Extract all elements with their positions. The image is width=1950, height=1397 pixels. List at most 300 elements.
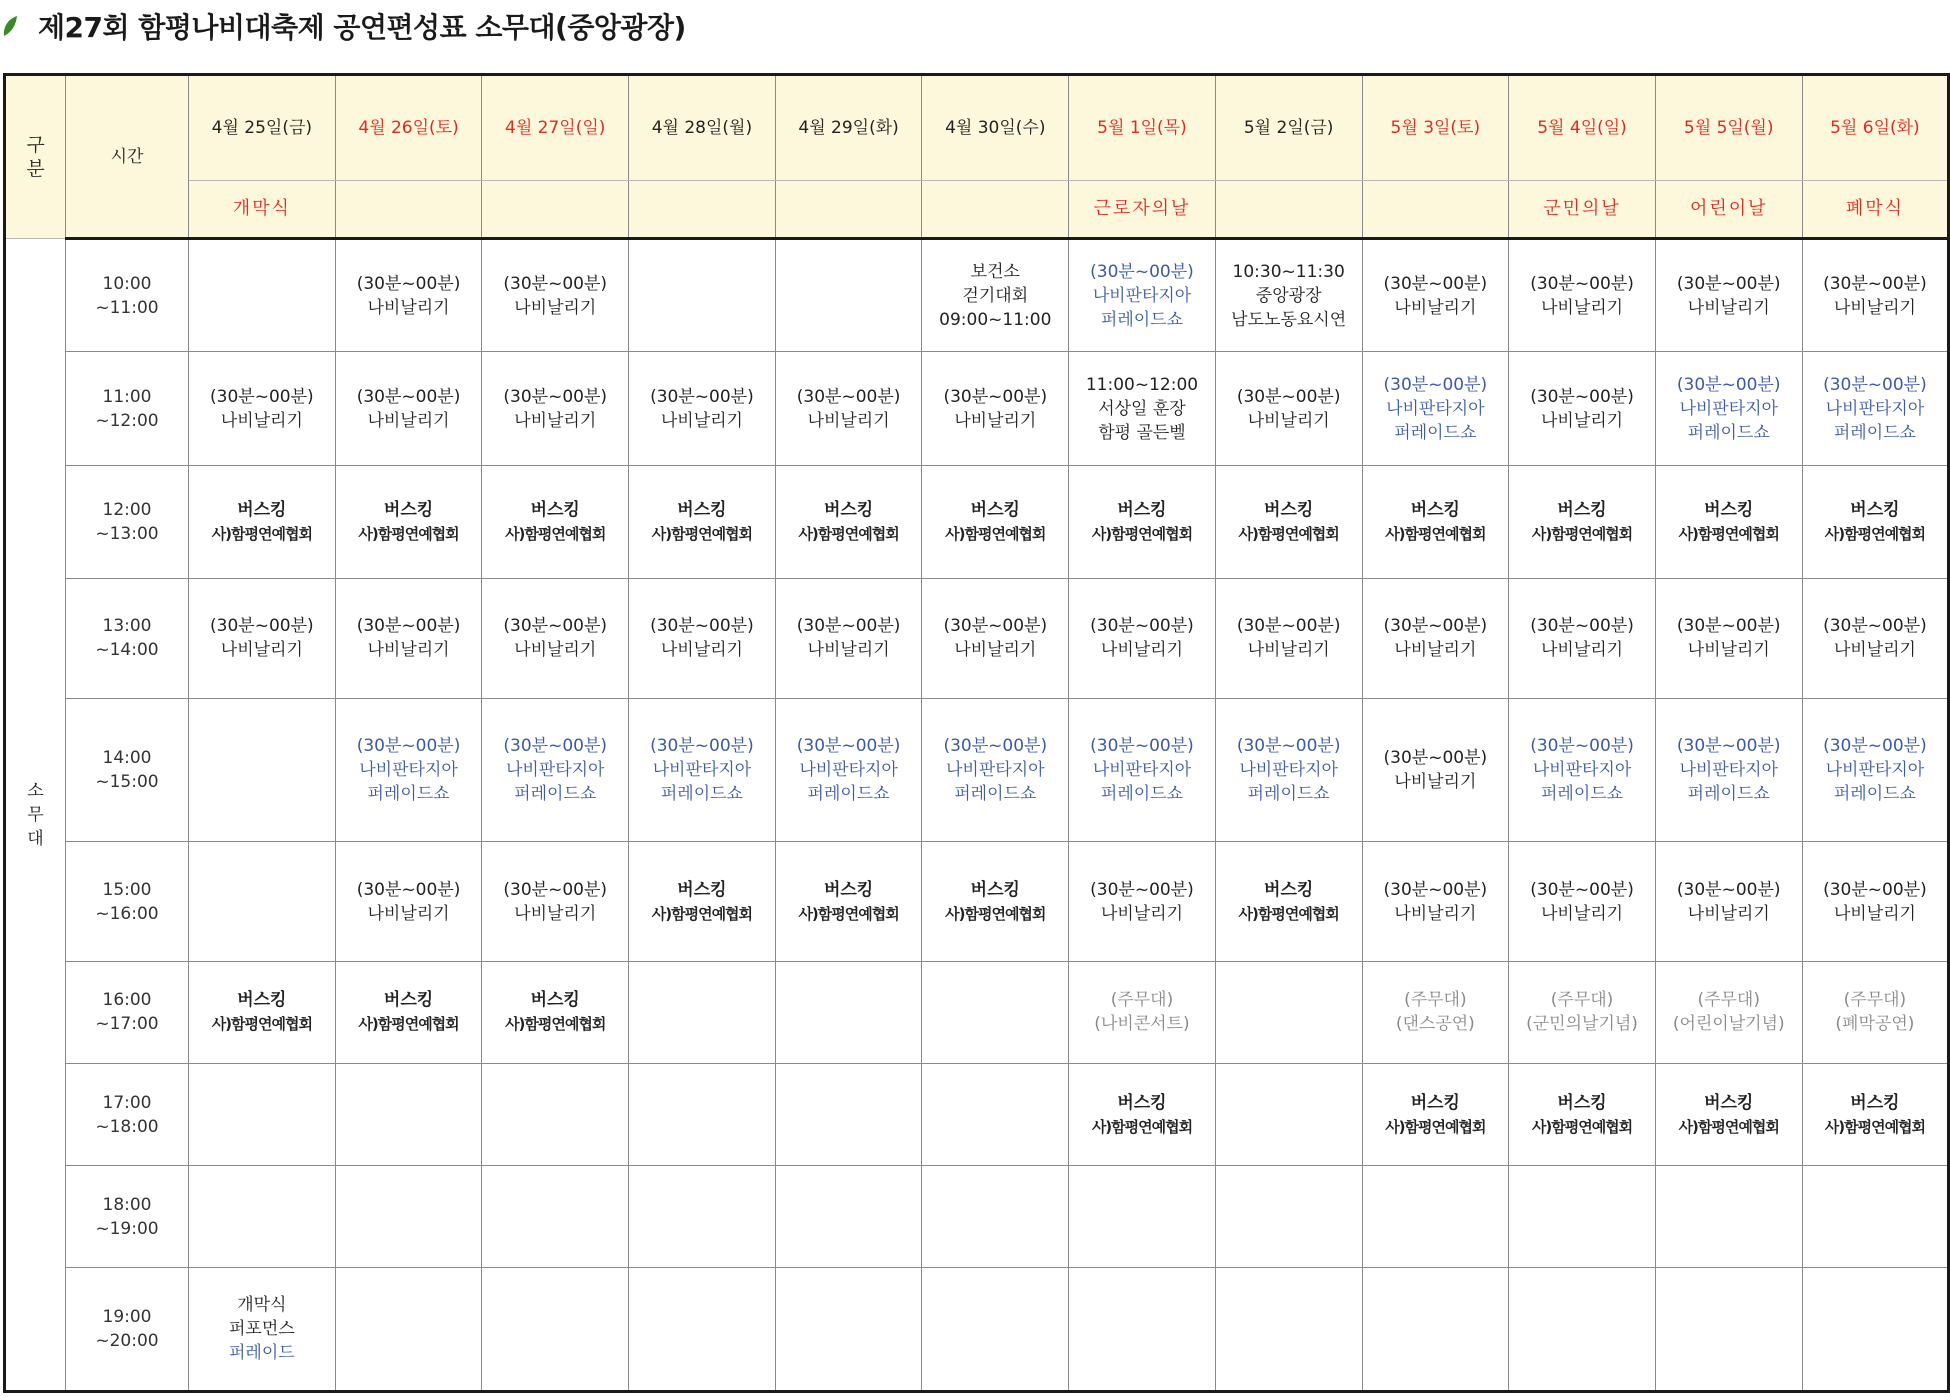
schedule-cell xyxy=(482,465,629,578)
time-end: ~14:00 xyxy=(95,640,159,661)
empty-cell xyxy=(189,1166,336,1268)
program-text: 나비판타지아 xyxy=(359,759,458,780)
stage-label: 소무대 xyxy=(27,780,44,849)
schedule-cell xyxy=(189,352,336,465)
empty-cell xyxy=(629,1063,776,1165)
program-text: (나비콘서트) xyxy=(1094,1014,1190,1035)
program-text: (30분~00분) xyxy=(1236,616,1341,637)
schedule-cell xyxy=(1802,352,1949,465)
program-text: 사)함평연예협회 xyxy=(358,1015,459,1034)
program-text: 나비판타지아 xyxy=(1825,398,1925,419)
time-end: ~16:00 xyxy=(95,903,159,924)
program-text: (30분~00분) xyxy=(1823,735,1927,756)
time-header xyxy=(66,75,189,239)
time-start: 17:00 xyxy=(102,1092,152,1113)
program-text: 나비날리기 xyxy=(514,640,597,661)
day-event: 군민의날 xyxy=(1509,181,1656,239)
date-header: 5월 4일(일) xyxy=(1509,75,1656,181)
program-text: 나비판타지아 xyxy=(505,759,605,780)
day-event: 근로자의날 xyxy=(1069,181,1216,239)
program-text: (30분~00분) xyxy=(1090,261,1194,282)
schedule-cell xyxy=(1655,961,1802,1063)
time-end: ~20:00 xyxy=(95,1331,159,1352)
table-row xyxy=(5,1063,1949,1165)
program-text: (30분~00분) xyxy=(796,735,901,756)
time-start: 11:00 xyxy=(102,386,152,407)
schedule-cell xyxy=(1802,579,1949,698)
empty-cell xyxy=(189,842,336,961)
empty-cell xyxy=(775,1268,922,1392)
program-text: 버스킹 xyxy=(1850,499,1900,520)
program-text: 나비날리기 xyxy=(367,903,450,924)
empty-cell xyxy=(189,239,336,352)
program-text: 버스킹 xyxy=(1410,1092,1460,1113)
program-text: 나비판타지아 xyxy=(1092,759,1192,780)
program-text: 나비날리기 xyxy=(514,903,597,924)
time-start: 16:00 xyxy=(102,990,152,1011)
program-text: 사)함평연예협회 xyxy=(798,524,899,543)
time-end: ~15:00 xyxy=(95,771,159,792)
schedule-cell xyxy=(1509,579,1656,698)
day-event xyxy=(775,181,922,239)
day-event: 폐막식 xyxy=(1802,181,1949,239)
program-text: (30분~00분) xyxy=(210,386,314,407)
empty-cell xyxy=(922,1268,1069,1392)
schedule-cell xyxy=(1509,961,1656,1063)
program-text: 사)함평연예협회 xyxy=(651,524,753,543)
program-text: 퍼레이드쇼 xyxy=(660,783,743,804)
program-text: 퍼레이드쇼 xyxy=(1100,783,1184,804)
time-start: 13:00 xyxy=(102,616,152,637)
day-event: 어린이날 xyxy=(1655,181,1802,239)
schedule-cell xyxy=(1362,842,1509,961)
program-text: (30분~00분) xyxy=(1383,273,1488,294)
schedule-cell xyxy=(1215,352,1362,465)
program-text: (30분~00분) xyxy=(503,879,608,900)
schedule-cell xyxy=(922,352,1069,465)
program-text: (30분~00분) xyxy=(1823,879,1927,900)
program-text: 퍼레이드쇼 xyxy=(1833,783,1916,804)
schedule-cell xyxy=(482,698,629,842)
schedule-cell xyxy=(1069,352,1216,465)
program-text: (30분~00분) xyxy=(1676,616,1781,637)
program-text: 사)함평연예협회 xyxy=(211,524,312,543)
time-start: 19:00 xyxy=(102,1307,152,1328)
schedule-cell xyxy=(1655,579,1802,698)
program-text: 버스킹 xyxy=(970,879,1020,900)
program-text: 나비판타지아 xyxy=(799,759,898,780)
program-text: (30분~00분) xyxy=(1823,616,1927,637)
empty-cell xyxy=(1215,1063,1362,1165)
program-text: 버스킹 xyxy=(1117,1092,1167,1113)
program-text: (30분~00분) xyxy=(1676,374,1781,395)
program-text: 나비판타지아 xyxy=(652,759,752,780)
program-text: 사)함평연예협회 xyxy=(945,904,1046,923)
program-text: 나비판타지아 xyxy=(1239,759,1338,780)
day-event xyxy=(335,181,482,239)
program-text: 사)함평연예협회 xyxy=(1385,524,1486,543)
program-text: (30분~00분) xyxy=(650,616,754,637)
empty-cell xyxy=(775,1063,922,1165)
program-text: 나비날리기 xyxy=(1833,640,1916,661)
time-slot xyxy=(66,465,189,578)
table-body xyxy=(5,239,1949,1392)
table-row xyxy=(5,961,1949,1063)
time-slot xyxy=(66,1268,189,1392)
date-header: 5월 2일(금) xyxy=(1215,75,1362,181)
program-text: 나비날리기 xyxy=(1100,640,1184,661)
program-text: 나비날리기 xyxy=(514,297,597,318)
date-header: 5월 5일(월) xyxy=(1655,75,1802,181)
schedule-cell xyxy=(1655,1063,1802,1165)
day-event: 개막식 xyxy=(189,181,336,239)
empty-cell xyxy=(1509,1166,1656,1268)
schedule-cell xyxy=(629,579,776,698)
empty-cell xyxy=(922,1166,1069,1268)
program-text: 퍼레이드쇼 xyxy=(367,783,450,804)
schedule-cell xyxy=(1069,465,1216,578)
program-text: 09:00~11:00 xyxy=(939,309,1052,330)
time-slot xyxy=(66,842,189,961)
program-text: 남도노동요시연 xyxy=(1231,309,1347,330)
empty-cell xyxy=(629,1268,776,1392)
empty-cell xyxy=(1802,1268,1949,1392)
schedule-cell xyxy=(629,698,776,842)
schedule-cell xyxy=(1655,352,1802,465)
schedule-cell xyxy=(1802,1063,1949,1165)
empty-cell xyxy=(335,1268,482,1392)
schedule-cell xyxy=(1215,465,1362,578)
program-text: 서상일 훈장 xyxy=(1098,398,1186,419)
program-text: 나비날리기 xyxy=(1100,903,1184,924)
program-text: (30분~00분) xyxy=(1383,879,1488,900)
schedule-cell xyxy=(922,239,1069,352)
program-text: (30분~00분) xyxy=(1090,616,1194,637)
program-text: (30분~00분) xyxy=(943,616,1048,637)
program-text: (30분~00분) xyxy=(796,616,901,637)
schedule-cell xyxy=(922,698,1069,842)
schedule-cell xyxy=(1069,842,1216,961)
header-row-events xyxy=(5,181,1949,239)
day-event xyxy=(629,181,776,239)
empty-cell xyxy=(1362,1268,1509,1392)
program-text: 나비날리기 xyxy=(367,640,450,661)
category-label: 구분 xyxy=(26,133,45,180)
time-slot xyxy=(66,239,189,352)
program-text: 퍼레이드쇼 xyxy=(807,783,890,804)
program-text: 나비날리기 xyxy=(1540,410,1624,431)
program-text: 버스킹 xyxy=(1704,499,1754,520)
program-text: (30분~00분) xyxy=(1236,735,1341,756)
empty-cell xyxy=(1655,1166,1802,1268)
empty-cell xyxy=(1802,1166,1949,1268)
program-text: (군민의날기념) xyxy=(1526,1014,1638,1035)
program-text: (30분~00분) xyxy=(356,735,461,756)
date-header: 4월 29일(화) xyxy=(775,75,922,181)
time-end: ~11:00 xyxy=(95,297,159,318)
empty-cell xyxy=(629,1166,776,1268)
program-text: 나비날리기 xyxy=(1540,640,1624,661)
empty-cell xyxy=(1215,961,1362,1063)
day-event xyxy=(922,181,1069,239)
program-text: 사)함평연예협회 xyxy=(945,524,1046,543)
empty-cell xyxy=(775,239,922,352)
stage-label-cell xyxy=(5,239,66,1392)
program-text: (주무대) xyxy=(1110,990,1174,1011)
program-text: 버스킹 xyxy=(1557,1092,1607,1113)
empty-cell xyxy=(1362,1166,1509,1268)
program-text: (30분~00분) xyxy=(356,273,461,294)
program-text: 나비판타지아 xyxy=(1532,759,1632,780)
program-text: 나비날리기 xyxy=(1394,640,1477,661)
program-text: 사)함평연예협회 xyxy=(1678,524,1779,543)
schedule-cell xyxy=(482,842,629,961)
program-text: (어린이날기념) xyxy=(1672,1014,1785,1035)
program-text: 나비날리기 xyxy=(220,640,303,661)
program-text: 걷기대회 xyxy=(962,285,1029,306)
schedule-cell xyxy=(1215,579,1362,698)
empty-cell xyxy=(922,961,1069,1063)
table-header xyxy=(5,75,1949,239)
schedule-cell xyxy=(189,961,336,1063)
schedule-cell xyxy=(775,352,922,465)
schedule-cell xyxy=(922,579,1069,698)
empty-cell xyxy=(189,1063,336,1165)
program-text: 버스킹 xyxy=(970,499,1020,520)
schedule-cell xyxy=(1069,579,1216,698)
program-text: 퍼레이드 xyxy=(228,1343,295,1364)
empty-cell xyxy=(1215,1268,1362,1392)
program-text: 나비날리기 xyxy=(1833,297,1916,318)
page-title: 제27회 함평나비대축제 공연편성표 소무대(중앙광장) xyxy=(38,11,686,44)
program-text: 함평 골든벨 xyxy=(1098,422,1186,443)
schedule-cell xyxy=(1802,698,1949,842)
schedule-cell xyxy=(1069,961,1216,1063)
date-header: 5월 3일(토) xyxy=(1362,75,1509,181)
program-text: (30분~00분) xyxy=(1676,273,1781,294)
program-text: 사)함평연예협회 xyxy=(1824,524,1926,543)
program-text: (30분~00분) xyxy=(1530,386,1634,407)
program-text: (30분~00분) xyxy=(1383,374,1488,395)
time-start: 15:00 xyxy=(102,879,152,900)
program-text: 사)함평연예협회 xyxy=(1531,524,1633,543)
program-text: 퍼레이드쇼 xyxy=(1394,422,1477,443)
program-text: 버스킹 xyxy=(1410,499,1460,520)
program-text: 나비날리기 xyxy=(1247,410,1330,431)
program-text: 나비날리기 xyxy=(954,410,1037,431)
program-text: (30분~00분) xyxy=(1530,879,1634,900)
program-text: 버스킹 xyxy=(823,499,874,520)
schedule-cell xyxy=(335,698,482,842)
schedule-cell xyxy=(1655,465,1802,578)
program-text: 버스킹 xyxy=(1264,499,1314,520)
time-start: 10:00 xyxy=(102,273,152,294)
program-text: 사)함평연예협회 xyxy=(1091,524,1193,543)
schedule-cell xyxy=(922,465,1069,578)
program-text: (30분~00분) xyxy=(356,879,461,900)
program-text: 사)함평연예협회 xyxy=(1385,1117,1486,1136)
schedule-cell xyxy=(1655,698,1802,842)
schedule-cell xyxy=(1069,698,1216,842)
program-text: 중앙광장 xyxy=(1255,285,1322,306)
time-start: 12:00 xyxy=(102,499,152,520)
program-text: 버스킹 xyxy=(1557,499,1607,520)
program-text: 사)함평연예협회 xyxy=(505,524,606,543)
program-text: 나비날리기 xyxy=(660,410,743,431)
program-text: (30분~00분) xyxy=(1823,374,1927,395)
program-text: 나비날리기 xyxy=(1540,297,1624,318)
program-text: 나비날리기 xyxy=(1247,640,1330,661)
program-text: 나비판타지아 xyxy=(946,759,1045,780)
program-text: (30분~00분) xyxy=(1090,735,1194,756)
program-text: 나비판타지아 xyxy=(1825,759,1925,780)
schedule-cell xyxy=(775,579,922,698)
empty-cell xyxy=(335,1063,482,1165)
date-header: 4월 30일(수) xyxy=(922,75,1069,181)
program-text: 나비날리기 xyxy=(367,410,450,431)
empty-cell xyxy=(1509,1268,1656,1392)
program-text: 나비날리기 xyxy=(1394,903,1477,924)
program-text: 나비날리기 xyxy=(954,640,1037,661)
program-text: (30분~00분) xyxy=(650,386,754,407)
empty-cell xyxy=(922,1063,1069,1165)
schedule-cell xyxy=(1362,698,1509,842)
schedule-cell xyxy=(482,961,629,1063)
program-text: 버스킹 xyxy=(237,499,287,520)
program-text: 나비날리기 xyxy=(1394,771,1477,792)
program-text: (30분~00분) xyxy=(1676,735,1781,756)
time-slot xyxy=(66,698,189,842)
program-text: 사)함평연예협회 xyxy=(1824,1117,1926,1136)
program-text: 나비판타지아 xyxy=(1679,398,1778,419)
table-row xyxy=(5,239,1949,352)
program-text: 퍼레이드쇼 xyxy=(1687,422,1770,443)
program-text: 퍼레이드쇼 xyxy=(1687,783,1770,804)
schedule-cell xyxy=(1802,465,1949,578)
schedule-cell xyxy=(1509,239,1656,352)
empty-cell xyxy=(775,1166,922,1268)
program-text: (30분~00분) xyxy=(1530,273,1634,294)
schedule-cell xyxy=(629,842,776,961)
program-text: 퍼레이드쇼 xyxy=(1247,783,1330,804)
program-text: (30분~00분) xyxy=(1090,879,1194,900)
program-text: 퍼레이드쇼 xyxy=(1100,309,1184,330)
program-text: 버스킹 xyxy=(530,499,580,520)
category-header xyxy=(5,75,66,239)
program-text: 사)함평연예협회 xyxy=(1678,1117,1779,1136)
program-text: (주무대) xyxy=(1404,990,1467,1011)
time-slot xyxy=(66,352,189,465)
table-row xyxy=(5,1166,1949,1268)
program-text: (30분~00분) xyxy=(1530,616,1634,637)
program-text: (30분~00분) xyxy=(503,273,608,294)
program-text: (30분~00분) xyxy=(1530,735,1634,756)
schedule-cell xyxy=(629,352,776,465)
program-text: (30분~00분) xyxy=(503,386,608,407)
empty-cell xyxy=(629,239,776,352)
empty-cell xyxy=(335,1166,482,1268)
time-end: ~18:00 xyxy=(95,1116,159,1137)
schedule-cell xyxy=(335,239,482,352)
schedule-cell xyxy=(1655,842,1802,961)
program-text: (30분~00분) xyxy=(503,616,608,637)
program-text: (주무대) xyxy=(1843,990,1907,1011)
program-text: (30분~00분) xyxy=(356,386,461,407)
program-text: (30분~00분) xyxy=(1236,386,1341,407)
schedule-table xyxy=(3,73,1950,1393)
schedule-cell xyxy=(482,579,629,698)
time-label: 시간 xyxy=(110,146,144,167)
program-text: 보건소 xyxy=(970,261,1020,282)
program-text: 나비날리기 xyxy=(660,640,743,661)
program-text: (30분~00분) xyxy=(356,616,461,637)
schedule-cell xyxy=(1802,239,1949,352)
schedule-cell xyxy=(1509,698,1656,842)
time-slot xyxy=(66,961,189,1063)
program-text: 버스킹 xyxy=(1704,1092,1754,1113)
time-end: ~19:00 xyxy=(95,1218,159,1239)
schedule-cell xyxy=(1362,579,1509,698)
time-slot xyxy=(66,579,189,698)
schedule-cell xyxy=(335,352,482,465)
day-event xyxy=(482,181,629,239)
program-text: 나비판타지아 xyxy=(1092,285,1192,306)
schedule-cell xyxy=(335,579,482,698)
empty-cell xyxy=(1069,1166,1216,1268)
program-text: (30분~00분) xyxy=(943,386,1048,407)
program-text: 나비날리기 xyxy=(220,410,303,431)
schedule-cell xyxy=(189,579,336,698)
schedule-cell xyxy=(335,961,482,1063)
schedule-cell xyxy=(189,1268,336,1392)
empty-cell xyxy=(482,1268,629,1392)
day-event xyxy=(1362,181,1509,239)
program-text: 사)함평연예협회 xyxy=(505,1015,606,1034)
schedule-cell xyxy=(482,239,629,352)
program-text: 퍼레이드쇼 xyxy=(514,783,597,804)
program-text: (30분~00분) xyxy=(503,735,608,756)
program-text: 나비날리기 xyxy=(1833,903,1916,924)
table-row xyxy=(5,698,1949,842)
schedule-cell xyxy=(335,465,482,578)
program-text: 버스킹 xyxy=(383,990,434,1011)
schedule-cell xyxy=(1509,1063,1656,1165)
program-text: 퍼포먼스 xyxy=(228,1319,295,1340)
program-text: 버스킹 xyxy=(383,499,434,520)
schedule-cell xyxy=(1362,465,1509,578)
schedule-cell xyxy=(1362,1063,1509,1165)
empty-cell xyxy=(629,961,776,1063)
program-text: 사)함평연예협회 xyxy=(1238,524,1339,543)
table-row xyxy=(5,579,1949,698)
program-text: 나비날리기 xyxy=(1687,903,1770,924)
program-text: 사)함평연예협회 xyxy=(798,904,899,923)
program-text: 퍼레이드쇼 xyxy=(1540,783,1624,804)
program-text: 사)함평연예협회 xyxy=(1531,1117,1633,1136)
date-header: 4월 27일(일) xyxy=(482,75,629,181)
program-text: 퍼레이드쇼 xyxy=(954,783,1037,804)
program-text: 나비날리기 xyxy=(514,410,597,431)
program-text: 버스킹 xyxy=(823,879,874,900)
title-bar xyxy=(0,0,1950,56)
program-text: 나비판타지아 xyxy=(1386,398,1485,419)
schedule-cell xyxy=(1509,842,1656,961)
time-end: ~13:00 xyxy=(95,523,159,544)
day-event xyxy=(1215,181,1362,239)
program-text: (30분~00분) xyxy=(210,616,314,637)
time-end: ~17:00 xyxy=(95,1014,159,1035)
table-row xyxy=(5,842,1949,961)
